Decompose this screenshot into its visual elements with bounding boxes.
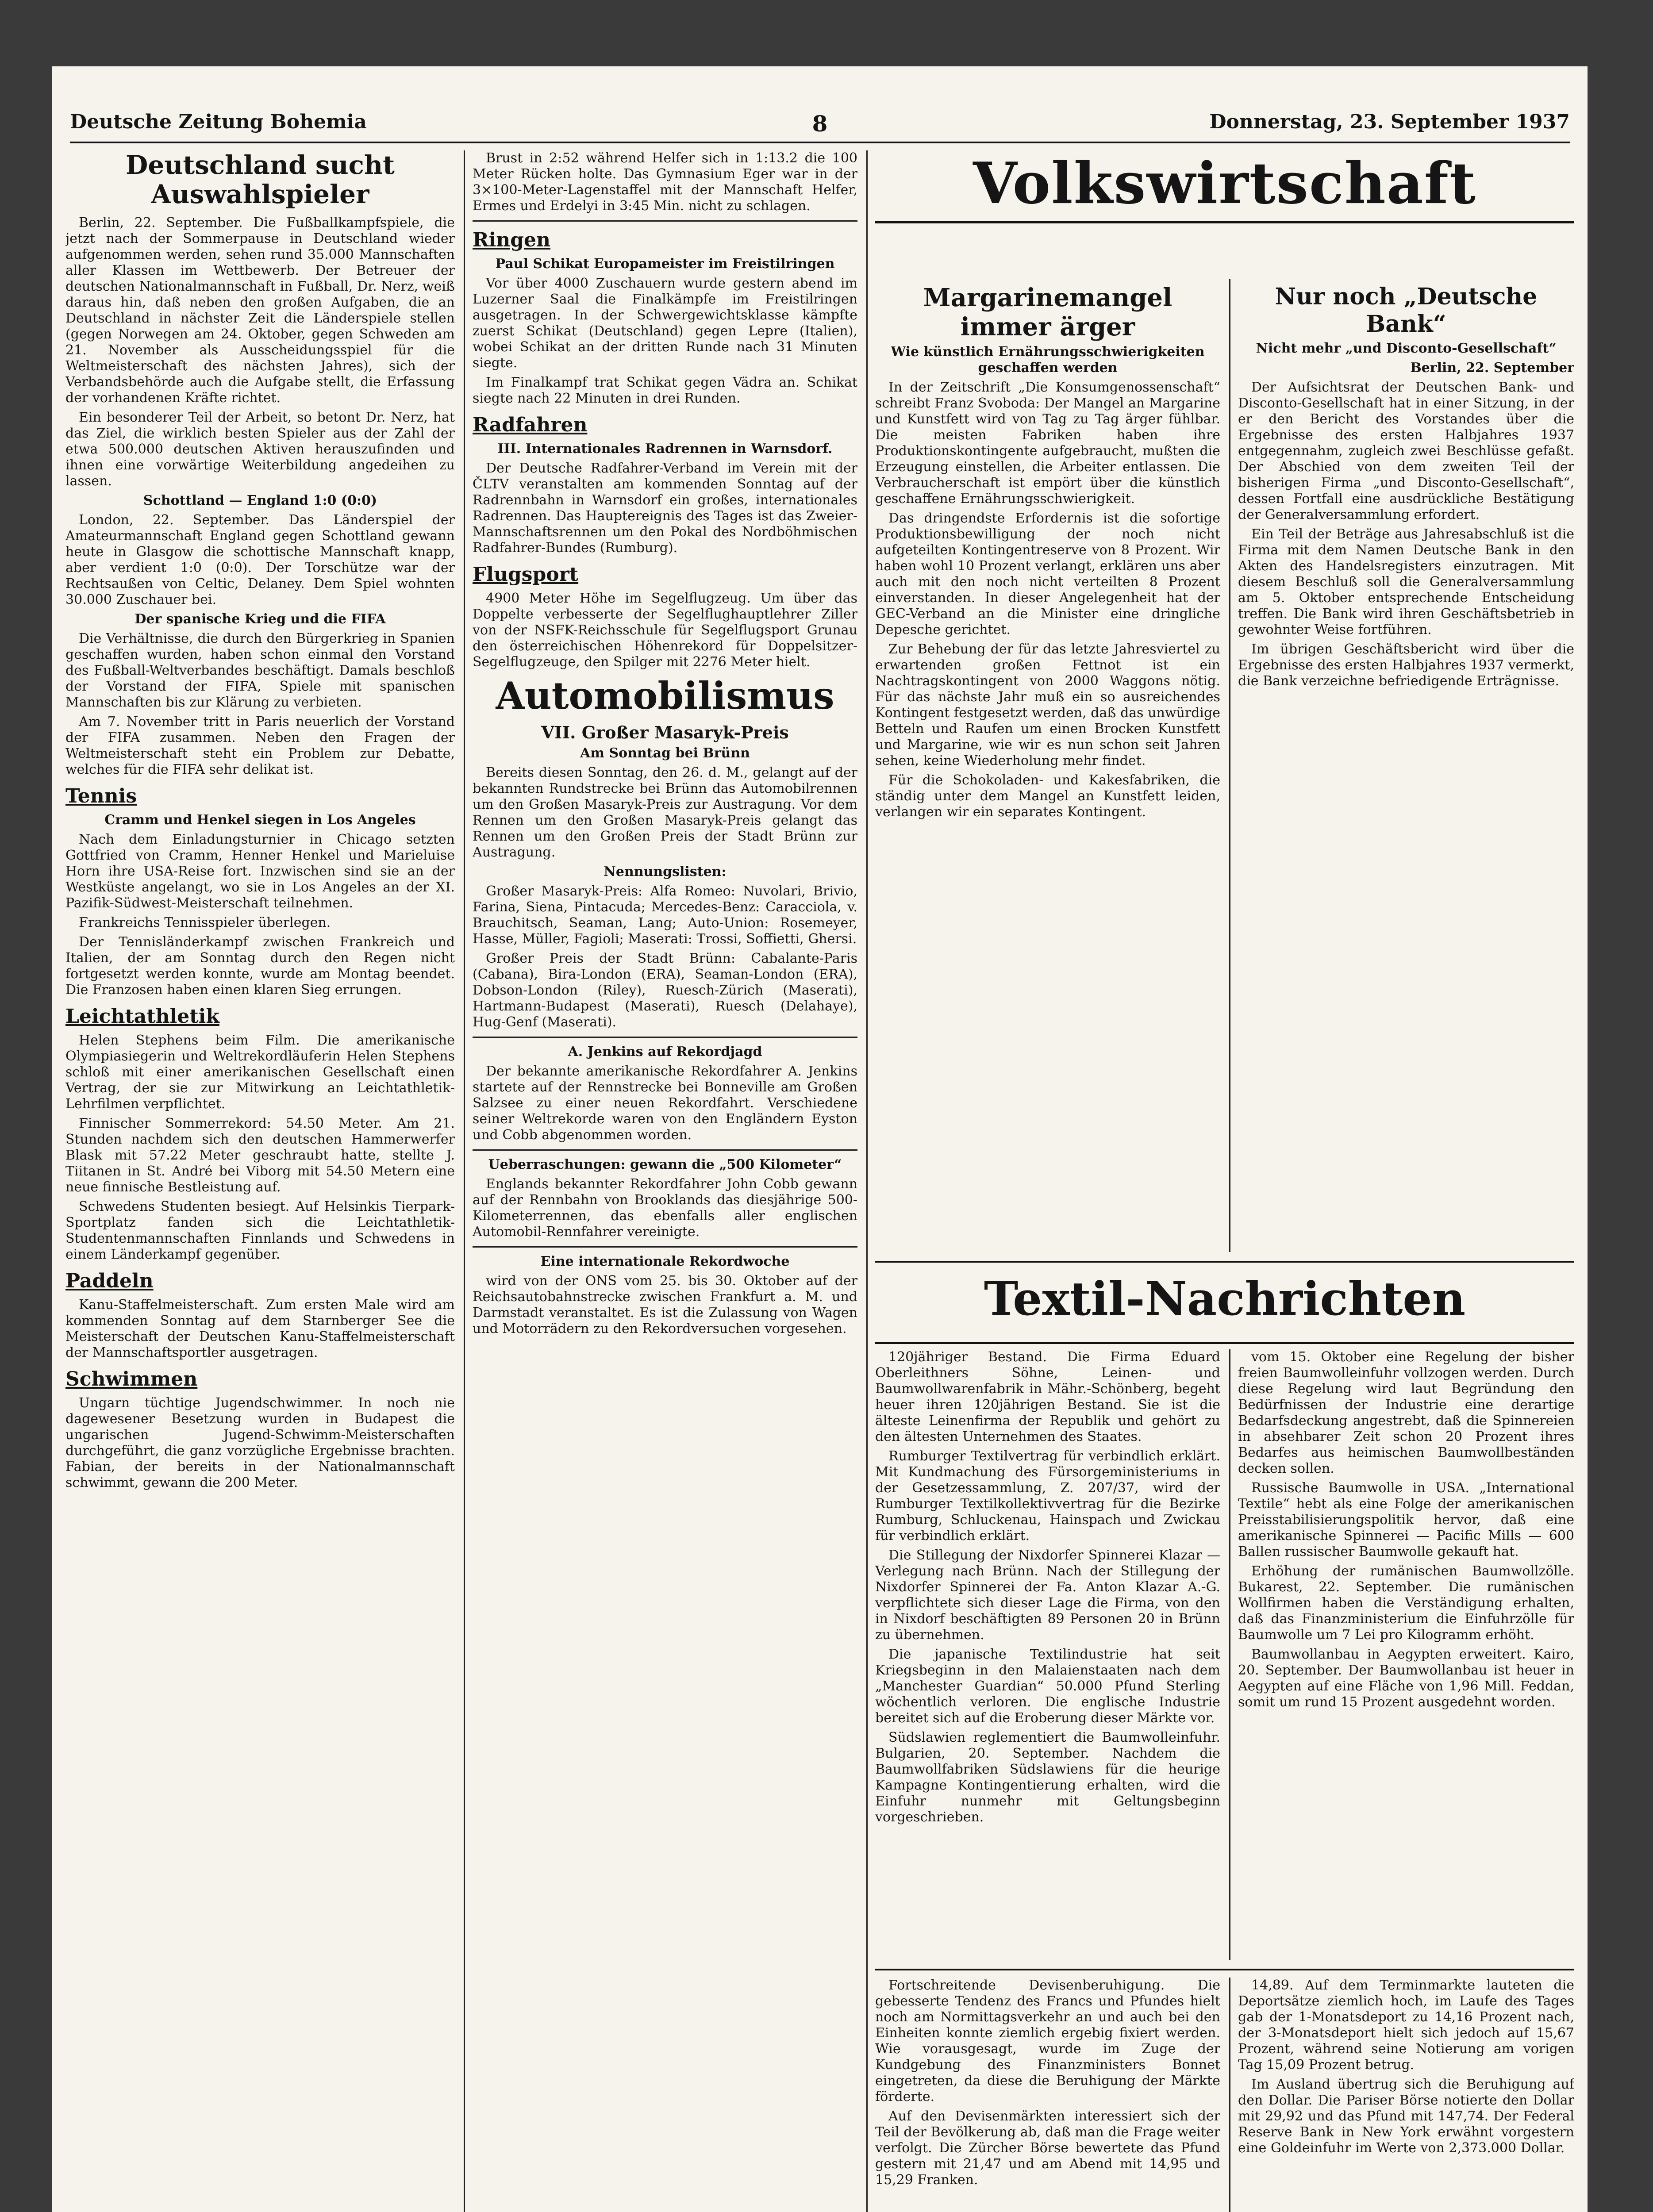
article-paragraph: Großer Masaryk-Preis: Alfa Romeo: Nuvolari, Brivio, Farina, Siena, Pintacuda; Mercedes-Benz: Caracciola, v. Brauchitsch, Seaman, Lang; Auto-Union: Rosemeyer, Hasse, Müller, Fagioli; Maserati: Trossi, Soffietti, Ghersi. [473,883,857,947]
article-paragraph: Kanu-Staffelmeisterschaft. Zum ersten Male wird am kommenden Sonntag auf dem Starnberger See die Meisterschaft der Deutschen Kanu-Staffelmeisterschaft der Mannschaftsportler ausgetragen. [65,1297,455,1360]
divider [473,1246,857,1248]
devisen-column-left [875,1978,1220,2212]
subheading-bank: Nicht mehr „und Disconto-Gesellschaft“ [1256,341,1557,356]
article-paragraph: In der Zeitschrift „Die Konsumgenossenschaft“ schreibt Franz Svoboda: Der Mangel an Margarine und Kunstfett wird von Tag zu Tag ärger fühlbar. Die meisten Fabriken haben ihre Produktionskontingente aufgebraucht, mußten die Erzeugung einstellen, die Arbeiter entlassen. Die Verbraucherschaft ist empört über die künstlich geschaffene Ernährungsschwierigkeit. [875,380,1220,507]
article-paragraph: 4900 Meter Höhe im Segelflugzeug. Um über das Doppelte verbesserte der Segelflughauptlehrer Ziller von der NSFK-Reichsschule für Segelflugsport Grunau den österreichischen Höhenrekord für Doppelsitzer-Segelflugzeuge, den Spilger mit 2276 Meter hielt. [473,591,857,670]
article-paragraph: Russische Baumwolle in USA. „International Textile“ hebt als eine Folge der amerikanischen Preisstabilisierungspolitik hervor, daß eine amerikanische Spinnerei — Pacific Mills — 600 Ballen russischer Baumwolle gekauft hat. [1238,1480,1574,1559]
subheading-nennungslisten: Nennungslisten: [604,864,727,879]
subheading-jenkins: A. Jenkins auf Rekordjagd [568,1044,762,1060]
article-paragraph: Ungarn tüchtige Jugendschwimmer. In noch nie dagewesener Besetzung wurden in Budapest die ungarischen Jugend-Schwimm-Meisterschaften durchgeführt, die ganz vorzügliche Ergebnisse brachten. Fabian, der bereits in der Nationalmannschaft schwimmt, gewann die 200 Meter. [65,1395,455,1490]
section-heading-ringen: Ringen [473,229,551,251]
subheading-masaryk: VII. Großer Masaryk-Preis [541,722,789,742]
article-paragraph: Der Tennisländerkampf zwischen Frankreich und Italien, der am Sonntag durch den Regen nicht fortgesetzt werden konnte, wurde am Montag beendet. Die Franzosen haben einen klaren Sieg errungen. [65,934,455,998]
article-paragraph: Ein besonderer Teil der Arbeit, so betont Dr. Nerz, hat das Ziel, die wirklich besten Spieler aus der Zahl der etwa 500.000 deutschen Aktiven herauszufinden und ihnen eine vorwärtige Weiterbildung angedeihen zu lassen. [65,410,455,489]
column-rule [866,150,868,2212]
section-heading-paddeln: Paddeln [65,1270,154,1292]
column-rule [464,150,465,2212]
headline-deutsche-bank: Nur noch „Deutsche Bank“ [1275,283,1538,338]
subheading-tennis: Cramm und Henkel siegen in Los Angeles [104,812,416,828]
divider [473,220,857,222]
page-header [70,111,1570,142]
article-paragraph: London, 22. September. Das Länderspiel der Amateurmannschaft England gegen Schottland gewann heute in Glasgow die schottische Mannschaft knapp, aber verdient 1:0 (0:0). Der Torschütze war der Rechtsaußen von Celtic, Delaney. Dem Spiel wohnten 30.000 Zuschauer bei. [65,512,455,607]
column-rule [1229,1349,1230,1960]
textile-masthead [875,1261,1574,1344]
article-paragraph: Am 7. November tritt in Paris neuerlich der Vorstand der FIFA zusammen. Neben den Fragen der Weltmeisterschaft steht ein Problem zur Debatte, welches für die FIFA sehr delikat ist. [65,714,455,777]
article-paragraph: Vor über 4000 Zuschauern wurde gestern abend im Luzerner Saal die Finalkämpfe im Freistilringen ausgetragen. In der Schwergewichtsklasse kämpfte zuerst Schikat (Deutschland) gegen Lepre (Italien), wobei Schikat an der dritten Runde nach 31 Minuten siegte. [473,276,857,371]
article-paragraph: Nach dem Einladungsturnier in Chicago setzten Gottfried von Cramm, Henner Henkel und Marieluise Horn ihre USA-Reise fort. Inzwischen sind sie an der Westküste angelangt, wo sie in Los Angeles an der XI. Pazifik-Südwest-Meisterschaft teilnehmen. [65,832,455,911]
subheading-radfahren: III. Internationales Radrennen in Warnsdorf. [497,441,833,457]
page-number: 8 [812,111,828,137]
article-paragraph: Brust in 2:52 während Helfer sich in 1:13.2 die 100 Meter Rücken holte. Das Gymnasium Eger war in der 3×100-Meter-Lagenstaffel mit der Mannschaft Helfer, Ermes und Erdelyi in 3:45 Min. nicht zu schlagen. [473,150,857,214]
subheading-fifa: Der spanische Krieg und die FIFA [135,611,386,627]
textile-column-left [875,1349,1220,1951]
section-title-textil: Textil-Nachrichten [984,1271,1466,1326]
article-paragraph: Der Aufsichtsrat der Deutschen Bank- und Disconto-Gesellschaft hat in einer Sitzung, in der er den Bericht des Vorstandes über die Ergebnisse des ersten Halbjahres 1937 entgegennahm, zugleich zwei Beschlüsse gefaßt. Der Abschied von dem zweiten Teil der bisherigen Firma „und Disconto-Gesellschaft“, dessen Fortfall eine ausdrückliche Bestätigung der Generalversammlung erfordert. [1238,380,1574,522]
newspaper-page [52,66,1588,2212]
column-rule [1229,1978,1230,2212]
divider [473,1149,857,1151]
article-paragraph: Finnischer Sommerrekord: 54.50 Meter. Am 21. Stunden nachdem sich den deutschen Hammerwerfer Blask mit 57.22 Meter geschraubt hatte, stellte J. Tiitanen in St. André bei Viborg mit 54.50 Metern eine neue finnische Bestleistung auf. [65,1116,455,1195]
divider [473,1037,857,1038]
article-paragraph: vom 15. Oktober eine Regelung der bisher freien Baumwolleinfuhr vollzogen werden. Durch diese Regelung wird laut Begründung den Bedürfnissen der Industrie eine derartige Bedarfsdeckung angestrebt, daß die Spinnereien in absehbarer Zeit schon 20 Prozent ihres Bedarfes aus heimischen Baumwollbeständen decken sollen. [1238,1349,1574,1476]
sports-column-2 [473,150,857,2212]
article-paragraph: Baumwollanbau in Aegypten erweitert. Kairo, 20. September. Der Baumwollanbau ist heuer in Aegypten auf eine Fläche von 1,96 Mill. Feddan, somit um rund 15 Prozent ausgedehnt worden. [1238,1647,1574,1710]
article-paragraph: Rumburger Textilvertrag für verbindlich erklärt. Mit Kundmachung des Fürsorgeministeriums in der Gesetzessammlung, Z. 207/37, wird der Rumburger Textilkollektivvertrag für die Bezirke Rumburg, Schluckenau, Hainspach und Zwickau für verbindlich erklärt. [875,1448,1220,1544]
article-paragraph: 14,89. Auf dem Terminmarkte lauteten die Deportsätze ziemlich hoch, im Laufe des Tages gab der 1-Monatsdeport zu 14,16 Prozent nach, der 3-Monatsdeport hielt sich jedoch auf 15,67 Prozent, während seine Notierung am vorigen Tag 15,09 Prozent betrug. [1238,1978,1574,2073]
subheading-margarine: Wie künstlich Ernährungsschwierigkeiten geschaffen werden [891,344,1205,376]
headline-auswahlspieler: Deutschland sucht Auswahlspieler [126,150,395,209]
article-paragraph: 120jähriger Bestand. Die Firma Eduard Oberleithners Söhne, Leinen- und Baumwollwarenfabrik in Mähr.-Schönberg, begeht heuer ihren 120jährigen Bestand. Sie ist die älteste Leinenfirma der Republik und gehört zu den ältesten Unternehmen des Staates. [875,1349,1220,1444]
article-paragraph: Im übrigen Geschäftsbericht wird über die Ergebnisse des ersten Halbjahres 1937 vermerkt, die Bank verzeichne befriedigende Erträgnisse. [1238,641,1574,689]
section-heading-radfahren: Radfahren [473,414,588,436]
section-heading-flugsport: Flugsport [473,563,579,586]
article-paragraph: Fortschreitende Devisenberuhigung. Die gebesserte Tendenz des Francs und Pfundes hielt noch am Normittagsverkehr an und auch bei den Einheiten konnte ziemlich ergebig fixiert werden. Wie vorausgesagt, wurde im Zuge der Kundgebung des Finanzministers Bonnet eingetreten, da diese die Beruhigung der Märkte förderte. [875,1978,1220,2104]
article-paragraph: Bereits diesen Sonntag, den 26. d. M., gelangt auf der bekannten Rundstrecke bei Brünn das Automobilrennen um den Großen Masaryk-Preis zur Austragung. Vor dem Rennen um den Großen Masaryk-Preis gelangt das Rennen um den Großen Preis der Stadt Brünn zur Austragung. [473,765,857,860]
article-paragraph: Die Verhältnisse, die durch den Bürgerkrieg in Spanien geschaffen wurden, haben schon einmal den Vorstand des Fußball-Weltverbandes beschäftigt. Damals beschloß der Vorstand der FIFA, Spiele mit spanischen Mannschaften bis zur Klärung zu verbieten. [65,631,455,710]
section-heading-tennis: Tennis [65,785,137,807]
article-paragraph: wird von der ONS vom 25. bis 30. Oktober auf der Reichsautobahnstrecke zwischen Frankfurt a. M. und Darmstadt veranstaltet. Es ist die Zulassung von Wagen und Motorrädern zu den Rekordversuchen vorgesehen. [473,1273,857,1336]
subheading-rekordwoche: Eine internationale Rekordwoche [540,1254,790,1269]
article-paragraph: Ein Teil der Beträge aus Jahresabschluß ist die Firma mit dem Namen Deutsche Bank in den Akten des Handelsregisters einzutragen. Mit diesem Beschluß soll die Generalversammlung am 5. Oktober entsprechende Entscheidung treffen. Die Bank wird ihren Geschäftsbetrieb in gewohnter Weise fortführen. [1238,526,1574,637]
column-rule [1229,279,1230,1252]
economy-masthead [875,150,1574,265]
article-paragraph: Auf den Devisenmärkten interessiert sich der Teil der Bevölkerung ab, daß man die Frage weiter verfolgt. Die Zürcher Börse bewertete das Pfund gestern mit 21,47 und am Abend mit 14,95 und 15,29 Franken. [875,2108,1220,2188]
section-heading-athletics: Leichtathletik [65,1005,219,1028]
issue-date: Donnerstag, 23. September 1937 [1209,111,1570,133]
article-paragraph: Erhöhung der rumänischen Baumwollzölle. Bukarest, 22. September. Die rumänischen Wollfirmen haben die Verständigung erhalten, daß das Finanzministerium die Einfuhrzölle für Baumwolle um 7 Lei pro Kilogramm erhöht. [1238,1563,1574,1643]
textile-column-right [1238,1349,1574,1951]
article-paragraph: Englands bekannter Rekordfahrer John Cobb gewann auf der Rennbahn von Brooklands das diesjährige 500-Kilometerrennen, das ebenfalls aller englischen Automobil-Rennfahrer vereinigte. [473,1176,857,1240]
article-paragraph: Die Stillegung der Nixdorfer Spinnerei Klazar — Verlegung nach Brünn. Nach der Stillegung der Nixdorfer Spinnerei der Fa. Anton Klazar A.-G. verpflichtete sich dieser Lage die Firma, von den in Nixdorf beschäftigten 89 Personen 20 in Brünn zu übernehmen. [875,1548,1220,1643]
article-paragraph: Für die Schokoladen- und Kakesfabriken, die ständig unter dem Mangel an Kunstfett leiden, verlangen wir ein separates Kontingent. [875,772,1220,820]
section-heading-schwimmen: Schwimmen [65,1368,198,1390]
article-paragraph: Helen Stephens beim Film. Die amerikanische Olympiasiegerin und Weltrekordläuferin Helen Stephens schloß mit einer amerikanischen Gesellschaft einen Vertrag, der sie zur Mitwirkung an Leichtathletik-Lehrfilmen verpflichtet. [65,1033,455,1112]
article-paragraph: Der bekannte amerikanische Rekordfahrer A. Jenkins startete auf der Rennstrecke bei Bonneville am Großen Salzsee zu einer neuen Rekordfahrt. Verschiedene seiner Weltrekorde waren von den Engländern Eyston und Cobb abgenommen worden. [473,1064,857,1143]
newspaper-name: Deutsche Zeitung Bohemia [70,111,367,133]
devisen-column-right [1238,1978,1574,2212]
header-rule [70,142,1570,143]
article-paragraph: Die japanische Textilindustrie hat seit Kriegsbeginn in den Malaienstaaten nach dem „Manchester Guardian“ 50.000 Pfund Sterling wöchentlich verloren. Die englische Industrie bereitet sich auf die Eroberung dieser Märkte vor. [875,1647,1220,1726]
article-paragraph: Der Deutsche Radfahrer-Verband im Verein mit der ČLTV veranstalten am kommenden Sonntag auf der Radrennbahn in Warnsdorf ein großes, internationales Radrennen. Das Hauptereignis des Tages ist das Zweier-Mannschaftsrennen um den Pokal des Nordböhmischen Radfahrer-Bundes (Rumburg). [473,461,857,556]
headline-margarine: Margarinemangel immer ärger [923,283,1172,342]
article-paragraph: Im Finalkampf trat Schikat gegen Vädra an. Schikat siegte nach 22 Minuten in drei Runden. [473,375,857,406]
subheading-sonntag: Am Sonntag bei Brünn [580,745,750,761]
article-paragraph: Großer Preis der Stadt Brünn: Cabalante-Paris (Cabana), Bira-London (ERA), Seaman-London (ERA), Dobson-London (Riley), Ruesch-Zürich (Maserati), Hartmann-Budapest (Maserati), Ruesch (Delahaye), Hug-Genf (Maserati). [473,951,857,1030]
margarine-article [875,279,1220,1243]
bank-dateline: Berlin, 22. September [1410,360,1574,376]
section-heading-automobilismus: Automobilismus [496,674,834,718]
bank-article [1238,279,1574,1243]
article-paragraph: Berlin, 22. September. Die Fußballkampfspiele, die jetzt nach der Sommerpause in Deutschland wieder aufgenommen werden, sehen rund 35.000 Mannschaften aller Klassen im Wettbewerb. Der Betreuer der deutschen Nationalmannschaft in Fußball, Dr. Nerz, weiß daraus hin, daß neben den großen Aufgaben, die an Deutschland in nächster Zeit die Länderspiele stellen (gegen Norwegen am 24. Oktober, gegen Schweden am 21. November als Ausscheidungsspiel für die Weltmeisterschaft des nächsten Jahres), sich der Verbandsbehörde auch die Aufgabe stellt, die Erfassung der vorhandenen Kräfte richtet. [65,215,455,406]
article-paragraph: Schwedens Studenten besiegt. Auf Helsinkis Tierpark-Sportplatz fanden sich die Leichtathletik-Studentenmannschaften Finnlands und Schwedens in einem Länderkampf gegenüber. [65,1199,455,1262]
divider [875,1969,1574,1970]
article-paragraph: Das dringendste Erfordernis ist die sofortige Produktionsbewilligung der noch nicht aufgeteilten Kontingentreserve von 8 Prozent. Wir haben wohl 10 Prozent verlangt, erklären uns aber auch mit den noch nicht verteilten 8 Prozent einverstanden. In dieser Angelegenheit hat der GEC-Verband an die Minister eine dringliche Depesche gerichtet. [875,511,1220,637]
subheading-500km: Ueberraschungen: gewann die „500 Kilometer“ [488,1157,842,1172]
article-paragraph: Im Ausland übertrug sich die Beruhigung auf den Dollar. Die Pariser Börse notierte den Dollar mit 29,92 und das Pfund mit 147,74. Der Federal Reserve Bank in New York erwähnt vorgestern eine Goldeinfuhr im Werte von 2,373.000 Dollar. [1238,2077,1574,2156]
section-title-volkswirtschaft: Volkswirtschaft [875,150,1574,223]
article-paragraph: Zur Behebung der für das letzte Jahresviertel zu erwartenden großen Fettnot ist ein Nachtragskontingent von 2000 Waggons nötig. Für das nächste Jahr muß ein so ausreichendes Kontingent festgesetzt werden, daß das unwürdige Betteln und Raufen um einen Brocken Kunstfett und Margarine, wie wir es nun schon seit Jahren sehen, keine Wiederholung mehr findet. [875,641,1220,768]
subheading-ringen: Paul Schikat Europameister im Freistilringen [495,256,835,272]
match-result: Schottland — England 1:0 (0:0) [143,493,377,508]
article-paragraph: Frankreichs Tennisspieler überlegen. [79,915,331,930]
sports-column-1 [65,150,455,2212]
article-paragraph: Südslawien reglementiert die Baumwolleinfuhr. Bulgarien, 20. September. Nachdem die Baumwollfabriken Südslawiens für die heurige Kampagne Kontingentierung erhalten, wird die Einfuhr nunmehr mit Geltungsbeginn vorgeschrieben. [875,1730,1220,1825]
